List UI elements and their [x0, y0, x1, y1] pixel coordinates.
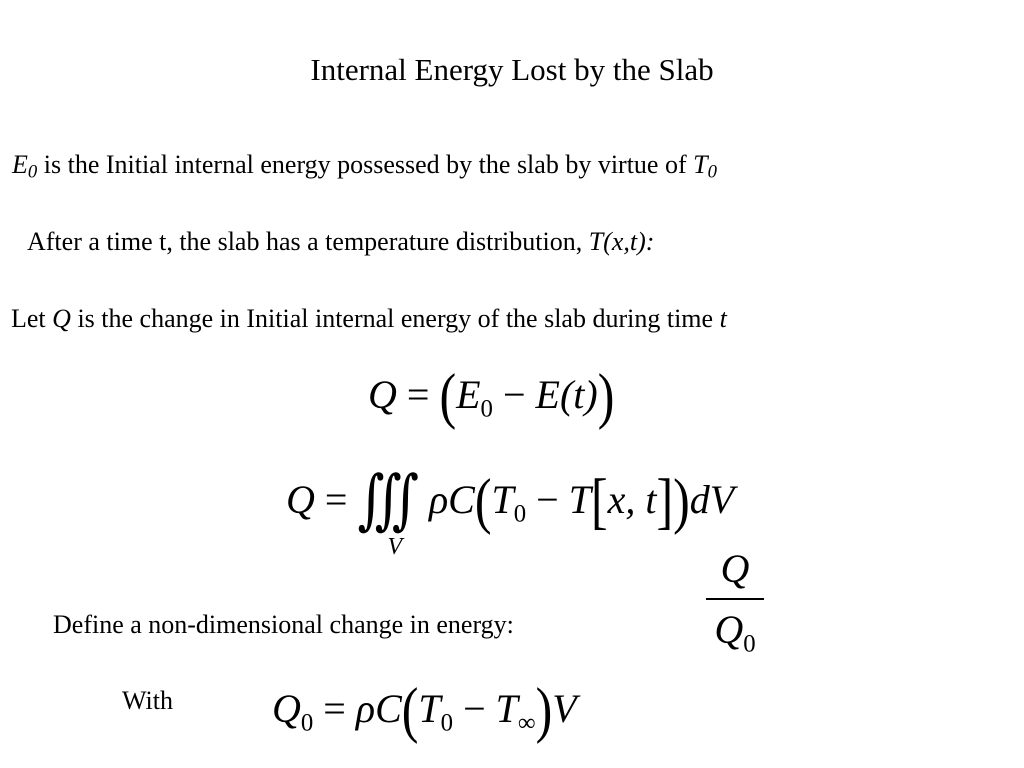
equation-q0 [272, 674, 577, 744]
t-symbol: t [719, 304, 727, 333]
eq2-t0: T [491, 476, 514, 522]
line-temperature-distribution [27, 227, 654, 257]
eq2-lhs: Q [286, 476, 315, 522]
eq3-sub0: 0 [440, 709, 454, 737]
line-change-energy-text: is the change in Initial internal energy of the slab during time [70, 304, 720, 333]
t0-symbol: $T_0$ [693, 150, 717, 183]
eq3-rho: ρ [355, 686, 376, 731]
integral-sign: ∭ [357, 465, 419, 537]
eq2-t: T [568, 476, 591, 522]
fraction-numerator: Q [720, 546, 750, 591]
eq2-sub0: 0 [513, 500, 527, 528]
integral-domain-v: V [387, 534, 403, 560]
fraction-denominator: $Q_0$ [714, 607, 756, 658]
eq1-lhs: Q [368, 372, 397, 417]
eq2-rho: ρ [428, 476, 449, 522]
nondimensional-fraction [700, 545, 770, 658]
eq2-minus: − [536, 476, 559, 522]
line-initial-energy-text: is the Initial internal energy possessed by the slab by virtue of [37, 150, 694, 179]
eq2-c: C [448, 476, 475, 522]
eq2-dv: dV [689, 476, 735, 522]
eq1-et: E [535, 372, 560, 417]
define-text: Define a non-dimensional change in energy: [53, 610, 514, 639]
eq3-equals: = [323, 686, 346, 731]
line-temperature-distribution-text: After a time t, the slab has a temperature distribution, [27, 227, 589, 256]
e0-symbol: $E_0$ [12, 150, 38, 183]
triple-integral [357, 465, 419, 560]
eq2-close-bracket: ] [656, 464, 674, 535]
eq3-minus: − [463, 686, 486, 731]
temperature-expression: T(x,t): [588, 227, 655, 256]
eq1-targ: (t) [559, 372, 598, 417]
line-change-energy-prefix: Let [11, 304, 53, 333]
equation-q-integral [286, 464, 735, 560]
eq2-open-bracket: [ [590, 464, 608, 535]
eq2-args: x, t [607, 476, 657, 522]
q-symbol: Q [52, 304, 71, 333]
line-initial-energy [12, 150, 717, 183]
eq2-close-paren: ) [673, 464, 690, 535]
eq3-sub-inf: ∞ [517, 709, 536, 737]
eq3-v: V [552, 686, 577, 731]
eq1-sub0: 0 [480, 395, 493, 423]
eq2-equals: = [324, 476, 348, 522]
eq2-open-paren: ( [474, 464, 492, 535]
eq1-open-paren: ( [439, 360, 457, 430]
eq3-t0: T [418, 686, 441, 731]
eq3-lhs-sub: 0 [300, 709, 314, 737]
eq3-open-paren: ( [401, 674, 419, 744]
eq3-tinf: T [495, 686, 518, 731]
eq1-close-paren: ) [597, 360, 615, 430]
eq3-close-paren: ) [535, 674, 553, 744]
with-label: With [122, 686, 173, 715]
eq3-lhs: Q [272, 686, 301, 731]
equation-q-definition [368, 360, 615, 430]
eq1-equals: = [406, 372, 430, 417]
eq3-c: C [375, 686, 402, 731]
eq1-e0: E [456, 372, 481, 417]
fraction-bar [706, 598, 764, 600]
line-change-energy [11, 304, 727, 334]
slide-title: Internal Energy Lost by the Slab [310, 52, 714, 87]
eq1-minus: − [502, 372, 526, 417]
